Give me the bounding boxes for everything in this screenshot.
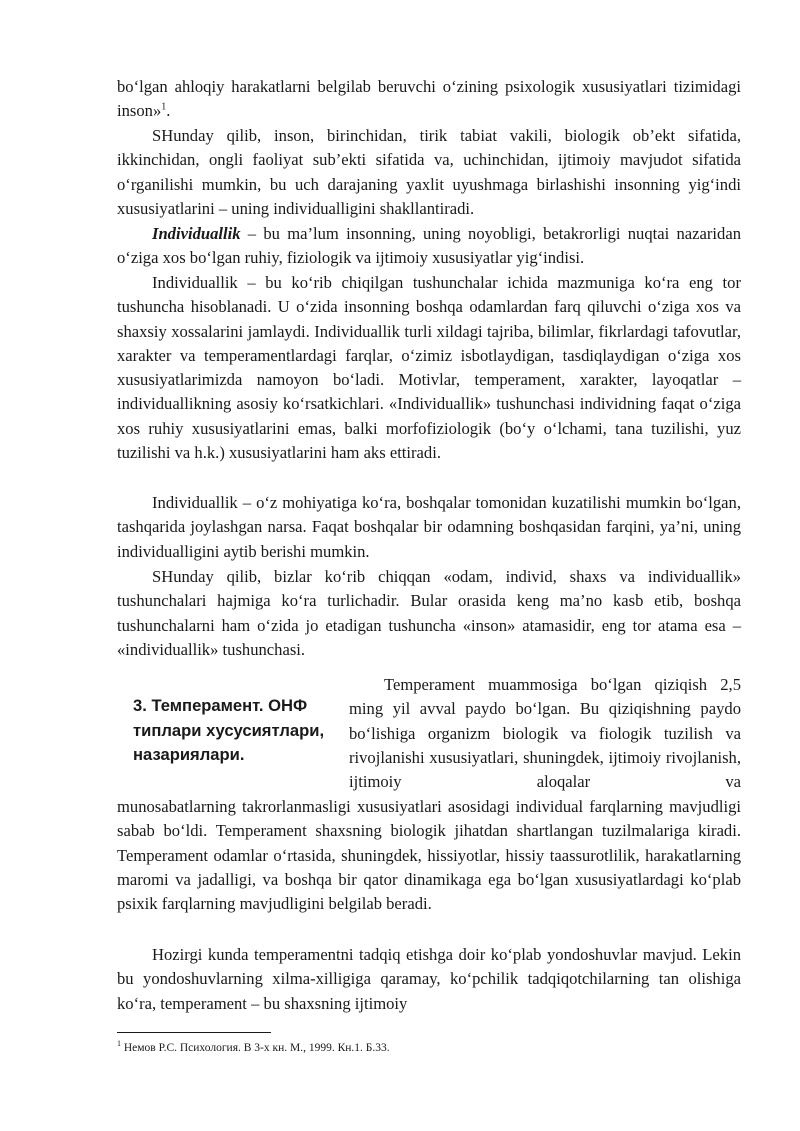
paragraph-temperament-continued: munosabatlarning takrorlanmasligi xususiyatlari asosidagi individual farqlarning mavjudligi sabab bo‘ldi. Temperament shaxsning biologik jihatdan shartlangan tuzilmalariga kiradi. Temperament odamlar o‘rtasida, shuningdek, hissiyotlar, hissiy taassurotlilik, harakatlarning maromi va jadalligi, va boshqa bir qator dinamikaga ega bo‘lgan xususiyatlardagi ko‘plab psixik farqlarning mavjudligini belgilab beradi. — [117, 797, 741, 914]
footnote-divider — [117, 1032, 271, 1033]
paragraph-temperament-approaches: Hozirgi kunda temperamentni tadqiq etishga doir ko‘plab yondoshuvlar mavjud. Lekin bu yondoshuvlarning xilma-xilligiga qaramay, ko‘pchilik tadqiqotchilarning tan olishiga ko‘ra, temperament – bu shaxsning ijtimoiy — [117, 945, 741, 1013]
paragraph-individuality-external: Individuallik – o‘z mohiyatiga ko‘ra, boshqalar tomonidan kuzatilishi mumkin bo‘lgan, tashqarida joylashgan narsa. Faqat boshqalar bir odamning boshqasidan farqini, ya’ni, uning individualligini aytib berishi mumkin. — [117, 493, 741, 561]
paragraph-concepts-summary: SHunday qilib, bizlar ko‘rib chiqqan «odam, individ, shaxs va individuallik» tushunchalari hajmiga ko‘ra turlichadir. Bular orasida keng ma’no kasb etib, boshqa tushunchalarni ham o‘zida jo etadigan tushuncha «inson» atamasidir, eng tor atama esa – «individuallik» tushunchasi. — [117, 567, 741, 659]
paragraph-temperament-side: Temperament muammosiga bo‘lgan qiziqish 2,5 ming yil avval paydo bo‘lgan. Bu qiziqishning paydo bo‘lishiga organizm biologik va fiologik tuzilish va rivojlanishi xususiyatlari, shuningdek, ijtimoiy rivojlanish, ijtimoiy aloqalar va — [349, 675, 741, 792]
paragraph-individuality-definition — [117, 222, 741, 271]
term-individuallik: Individuallik — [152, 224, 241, 243]
footnote — [117, 1040, 741, 1056]
paragraph-end: . — [166, 101, 171, 121]
paragraph-individuality-narrowest: Individuallik – bu ko‘rib chiqilgan tushunchalar ichida mazmuniga ko‘ra eng tor tushuncha hisoblanadi. U o‘zida insonning boshqa odamlardan farq qiluvchi o‘ziga xos va shaxsiy xossalarini jamlaydi. Individuallik turli xildagi tajriba, bilimlar, fikrlardagi tafovutlar, xarakter va temperamentlardagi farqlar, o‘zimiz isbotlaydigan, tasdiqlaydigan o‘ziga xos xususiyatlarimizda namoyon bo‘ladi. Motivlar, temperament, xarakter, layoqatlar – individuallikning asosiy ko‘rsatkichlari. «Individuallik» tushunchasi individning faqat o‘ziga xos ruhiy xususiyatlarini emas, balki morfofiziologik (bo‘y o‘lchami, tana tuzilishi, yuz tuzilishi va h.k.) xususiyatlarini ham aks ettiradi. — [117, 273, 741, 463]
footnote-marker: 1 — [117, 1039, 121, 1049]
section-heading: 3. Темперамент. ОНФ типлари хусусиятлари, назариялари. — [133, 696, 325, 764]
definition-text: – bu ma’lum insonning, uning noyobligi, betakrorligi nuqtai nazaridan o‘ziga xos bo‘lgan ruhiy, fiziologik va ijtimoiy xususiyatlar yig‘indisi. — [117, 224, 741, 268]
paragraph-human-levels: SHunday qilib, inson, birinchidan, tirik tabiat vakili, biologik ob’ekt sifatida, ikkinchidan, ongli faoliyat sub’ekti sifatida va, uchinchidan, ijtimoiy mavjudot sifatida o‘rganilishi mumkin, bu uch darajaning yaxlit uyushmaga birlashishi insonning yig‘indi xususiyatlarini – uning individualligini shakllantiradi. — [117, 126, 741, 218]
paragraph-continuation — [117, 75, 741, 124]
paragraph-text: bo‘lgan ahloqiy harakatlarni belgilab beruvchi o‘zining psixologik xususiyatlari tizimidagi inson» — [117, 77, 741, 121]
footnote-text: Немов Р.С. Психология. В 3-х кн. М., 1999. Кн.1. Б.33. — [121, 1042, 390, 1054]
footnote-reference[interactable]: 1 — [161, 101, 167, 113]
